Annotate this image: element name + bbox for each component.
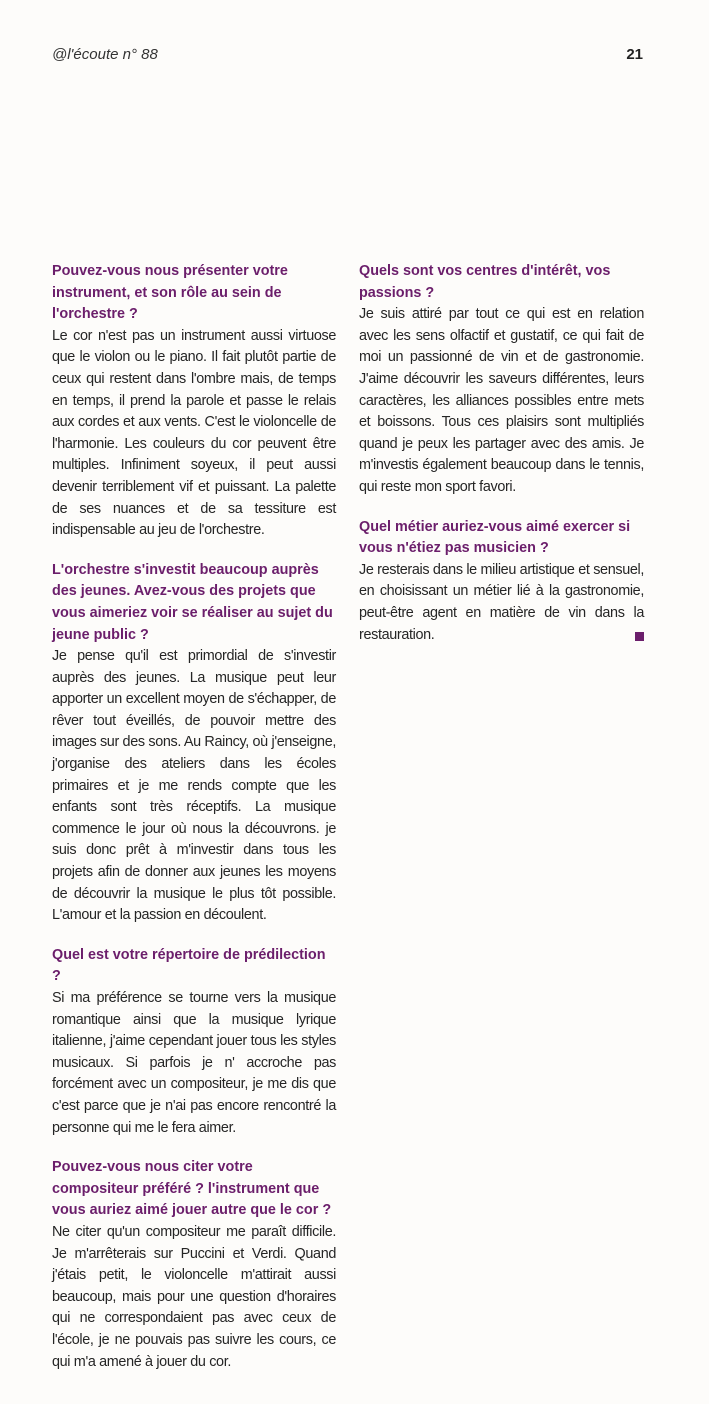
question-heading: Quel métier auriez-vous aimé exercer si vous n'étiez pas musicien ? (359, 518, 631, 557)
question-heading: Pouvez-vous nous présenter votre instrument, et son rôle au sein de l'orchestre ? (52, 263, 288, 323)
right-column (359, 261, 644, 664)
qa-block-instrument (52, 261, 336, 542)
qa-block-repertoire (52, 945, 336, 1139)
end-of-article-mark (635, 632, 644, 641)
answer-text: Je resterais dans le milieu artistique et sensuel, en choisissant un métier lié à la gastronomie, peut-être agent en matière de vin dans la restauration. (359, 561, 644, 643)
question-heading: Pouvez-vous nous citer votre compositeur préféré ? l'instrument que vous auriez aimé jouer autre que le cor ? (52, 1159, 332, 1219)
left-column (52, 261, 336, 1391)
answer-paragraph: Le cor n'est pas un instrument aussi virtuose que le violon ou le piano. Il fait plutôt partie de ceux qui restent dans l'ombre mais, de temps en temps, il prend la parole et passe le relais aux cordes et aux vents. C'est le violoncelle de l'harmonie. Les couleurs du cor peuvent être multiples. Infiniment soyeux, il peut aussi devenir terriblement vif et puissant. La palette de ses nuances et de sa tessiture est indispensable au jeu de l'orchestre. (52, 327, 336, 539)
answer-paragraph (359, 560, 644, 646)
qa-block-youth (52, 560, 336, 927)
answer-paragraph: Je pense qu'il est primordial de s'investir auprès des jeunes. La musique peut leur apporter un excellent moyen de s'échapper, de rêver tout éveillés, de pouvoir mettre des images sur des sons. Au Raincy, où j'enseigne, j'organise des ateliers dans les écoles primaires et je me rends compte que les enfants sont très réceptifs. La musique commence le jour où nous la découvrons. je suis donc prêt à m'investir dans tous les projets afin de donner aux jeunes les moyens de découvrir la musique le plus tôt possible. L'amour et la passion en découlent. (52, 648, 336, 924)
answer-paragraph: Ne citer qu'un compositeur me paraît difficile. Je m'arrêterais sur Puccini et Verdi. Quand j'étais petit, le violoncelle m'attirait aussi beaucoup, mais pour une question d'horaires qui ne correspondaient pas avec ceux de l'école, je ne pouvais pas suivre les cours, ce qui m'a amené à jouer du cor. (52, 1223, 336, 1370)
question-heading: Quel est votre répertoire de prédilection ? (52, 946, 326, 985)
issue-label: @l'écoute n° 88 (52, 46, 158, 63)
answer-paragraph: Je suis attiré par tout ce qui est en relation avec les sens olfactif et gustatif, ce qui fait de moi un passionné de vin et de gastronomie. J'aime découvrir les saveurs différentes, leurs caractères, les alliances possibles entre mets et boissons. Tous ces plaisirs sont multipliés quand je peux les partager avec des amis. Je m'investis également beaucoup dans le tennis, qui reste mon sport favori. (359, 306, 644, 495)
page-header (52, 46, 643, 66)
question-heading: L'orchestre s'investit beaucoup auprès des jeunes. Avez-vous des projets que vous aimeriez voir se réaliser au sujet du jeune public ? (52, 561, 333, 643)
page-number: 21 (626, 46, 643, 63)
answer-paragraph: Si ma préférence se tourne vers la musique romantique ainsi que la musique lyrique italienne, j'aime cependant jouer tous les styles musicaux. Si parfois je n' accroche pas forcément avec un compositeur, je me dis que c'est parce que je n'ai pas encore rencontré la personne qui me le fera aimer. (52, 990, 336, 1136)
qa-block-composer (52, 1157, 336, 1373)
qa-block-career (359, 517, 644, 647)
question-heading: Quels sont vos centres d'intérêt, vos passions ? (359, 263, 611, 301)
qa-block-interests (359, 261, 644, 499)
